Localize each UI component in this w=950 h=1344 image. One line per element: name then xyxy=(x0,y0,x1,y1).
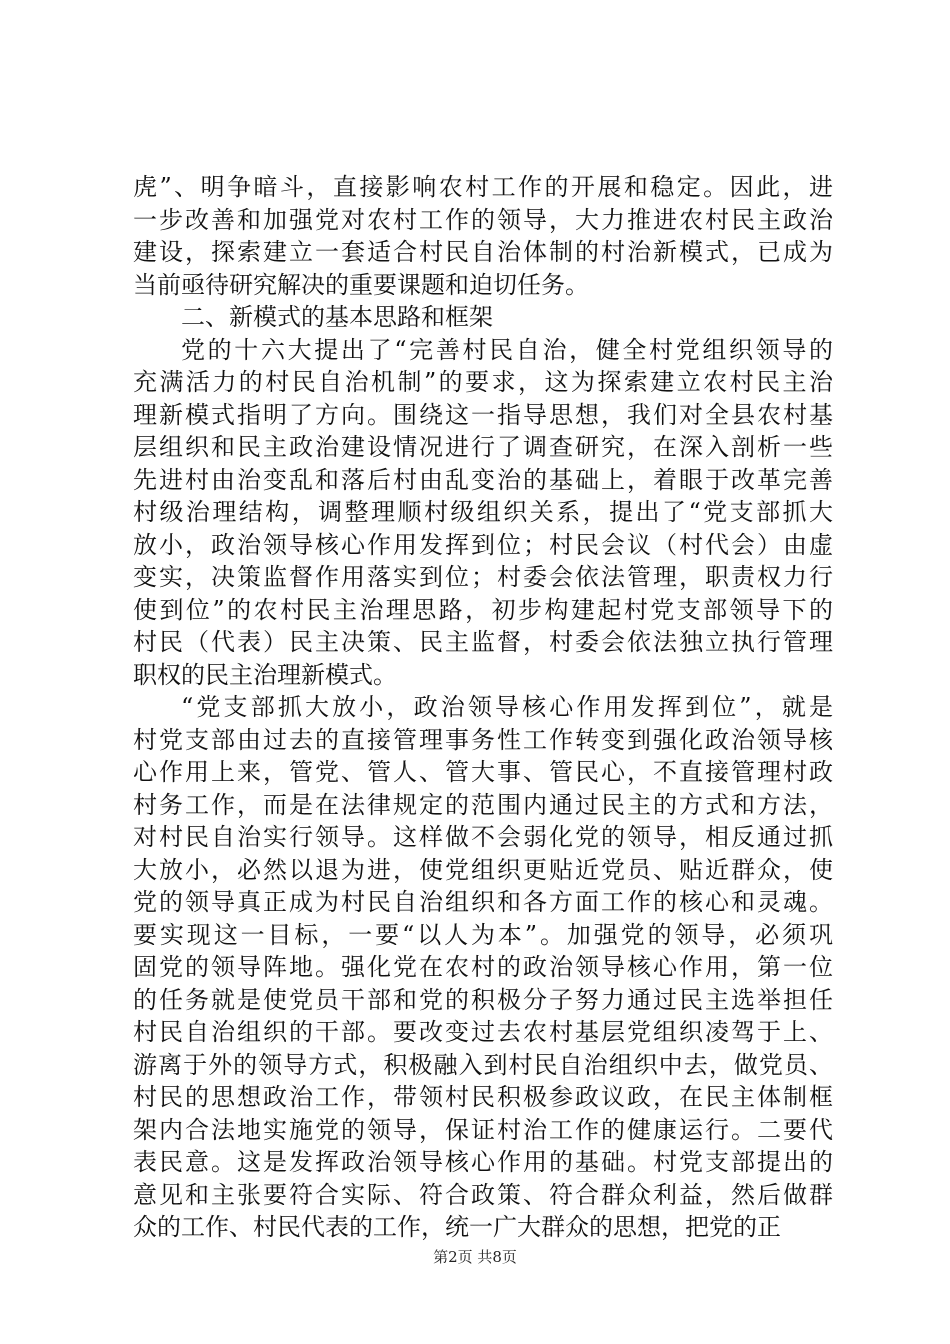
text-line: 心作用上来，管党、管人、管大事、管民心，不直接管理村政 xyxy=(133,758,833,786)
text-line: 当前亟待研究解决的重要课题和迫切任务。 xyxy=(133,270,589,299)
text-line: 建设，探索建立一套适合村民自治体制的村治新模式，已成为 xyxy=(133,238,833,266)
text-line: 要实现这一目标，一要“以人为本”。加强党的领导，必须巩 xyxy=(133,920,833,949)
text-line: 层组织和民主政治建设情况进行了调查研究，在深入剖析一些 xyxy=(133,433,833,461)
section-heading xyxy=(133,301,833,334)
text-line: 的任务就是使党员干部和党的积极分子努力通过民主选举担任 xyxy=(133,985,833,1014)
text-line: 大放小，必然以退为进，使党组织更贴近党员、贴近群众，使 xyxy=(133,855,833,884)
text-line: 对村民自治实行领导。这样做不会弱化党的领导，相反通过抓 xyxy=(133,823,833,851)
text-line: 二、新模式的基本思路和框架 xyxy=(181,303,493,331)
text-line: 放小，政治领导核心作用发挥到位；村民会议（村代会）由虚 xyxy=(133,530,833,559)
paragraph xyxy=(133,691,833,1244)
text-line: 表民意。这是发挥政治领导核心作用的基础。村党支部提出的 xyxy=(133,1148,833,1176)
page-footer xyxy=(0,1247,950,1267)
text-line: 村民的思想政治工作，带领村民积极参政议政，在民主体制框 xyxy=(133,1083,833,1111)
text-line: “党支部抓大放小，政治领导核心作用发挥到位”，就是 xyxy=(181,693,833,721)
text-line: 游离于外的领导方式，积极融入到村民自治组织中去，做党员、 xyxy=(133,1050,833,1079)
text-line: 使到位”的农村民主治理思路，初步构建起村党支部领导下的 xyxy=(133,595,833,624)
text-line: 变实，决策监督作用落实到位；村委会依法管理，职责权力行 xyxy=(133,563,833,591)
text-line: 一步改善和加强党对农村工作的领导，大力推进农村民主政治 xyxy=(133,205,833,234)
text-line: 架内合法地实施党的领导，保证村治工作的健康运行。二要代 xyxy=(133,1115,833,1144)
text-line: 充满活力的村民自治机制”的要求，这为探索建立农村民主治 xyxy=(133,368,833,396)
text-line: 村级治理结构，调整理顺村级组织关系，提出了“党支部抓大 xyxy=(133,498,833,526)
text-line: 党的领导真正成为村民自治组织和各方面工作的核心和灵魂。 xyxy=(133,888,833,916)
text-line: 意见和主张要符合实际、符合政策、符合群众利益，然后做群 xyxy=(133,1180,833,1209)
text-line: 职权的民主治理新模式。 xyxy=(133,660,397,689)
text-line: 众的工作、村民代表的工作，统一广大群众的思想，把党的正 xyxy=(133,1213,781,1241)
paragraph xyxy=(133,171,833,301)
text-line: 村民自治组织的干部。要改变过去农村基层党组织凌驾于上、 xyxy=(133,1018,833,1046)
text-line: 党的十六大提出了“完善村民自治，健全村党组织领导的 xyxy=(181,335,833,364)
paragraph xyxy=(133,334,833,692)
text-line: 村务工作，而是在法律规定的范围内通过民主的方式和方法， xyxy=(133,790,833,819)
text-line: 理新模式指明了方向。围绕这一指导思想，我们对全县农村基 xyxy=(133,400,833,429)
text-line: 村党支部由过去的直接管理事务性工作转变到强化政治领导核 xyxy=(133,725,833,754)
text-line: 先进村由治变乱和落后村由乱变治的基础上，着眼于改革完善 xyxy=(133,465,833,494)
page-number-label: 第2页 共8页 xyxy=(433,1248,517,1266)
document-body xyxy=(133,171,833,1244)
text-line: 固党的领导阵地。强化党在农村的政治领导核心作用，第一位 xyxy=(133,953,833,981)
text-line: 虎”、明争暗斗，直接影响农村工作的开展和稳定。因此，进 xyxy=(133,173,833,201)
text-line: 村民（代表）民主决策、民主监督，村委会依法独立执行管理 xyxy=(133,628,833,656)
